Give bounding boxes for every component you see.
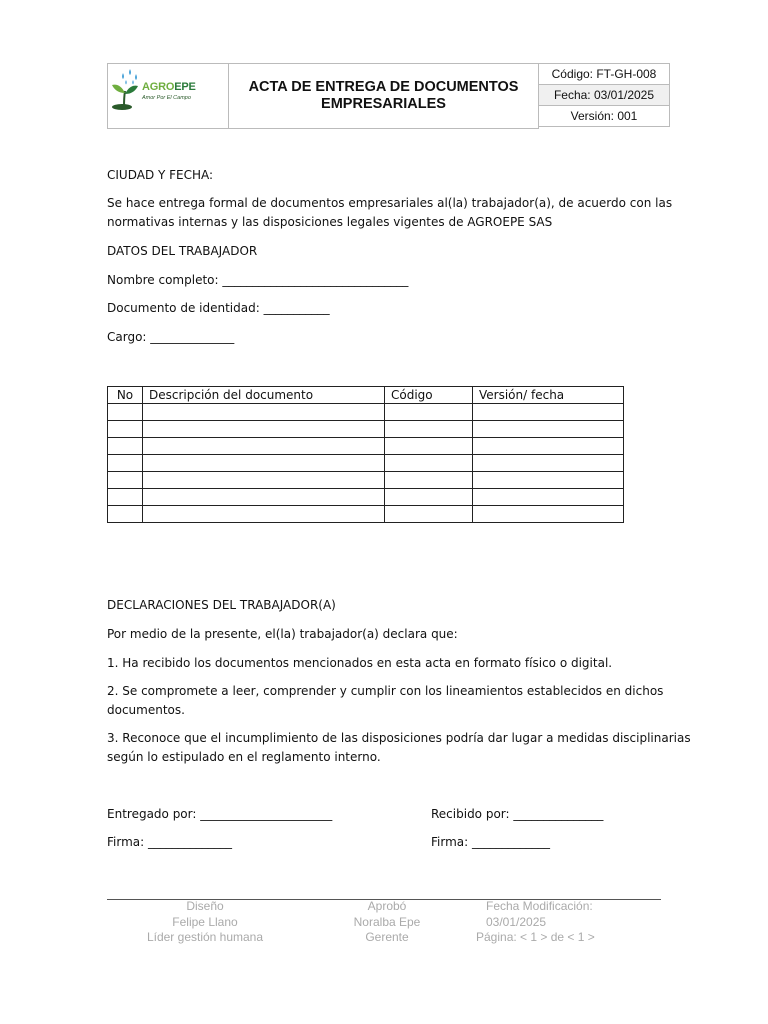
intro-line-1: Se hace entrega formal de documentos empresariales al(la) trabajador(a), de acuerdo con las bbox=[107, 196, 673, 210]
col-header-no: No bbox=[108, 387, 143, 404]
firma-entregado-field[interactable]: Firma: ______________ bbox=[107, 835, 232, 849]
logo-brand-agro: AGRO bbox=[142, 81, 175, 93]
declaraciones-intro: Por medio de la presente, el(la) trabajador(a) declara que: bbox=[107, 627, 458, 641]
cargo-field[interactable]: Cargo: ______________ bbox=[107, 330, 235, 344]
fecha-cell: Fecha: 03/01/2025 bbox=[539, 84, 670, 106]
footer-fecha-modificacion: Fecha Modificación: 03/01/2025 bbox=[486, 899, 593, 929]
footer-diseno-label: Diseño bbox=[186, 899, 224, 913]
table-cell[interactable] bbox=[473, 421, 624, 438]
nombre-completo-field[interactable]: Nombre completo: _______________________________ bbox=[107, 273, 409, 287]
table-cell[interactable] bbox=[143, 438, 385, 455]
table-cell[interactable] bbox=[143, 489, 385, 506]
table-row bbox=[108, 455, 624, 472]
document-title bbox=[228, 63, 539, 129]
title-line-2: EMPRESARIALES bbox=[321, 96, 446, 112]
table-cell[interactable] bbox=[385, 438, 473, 455]
table-cell[interactable] bbox=[473, 506, 624, 523]
ciudad-fecha-label: CIUDAD Y FECHA: bbox=[107, 168, 214, 182]
footer-diseno bbox=[135, 899, 275, 946]
entregado-por-field[interactable]: Entregado por: ______________________ bbox=[107, 807, 333, 821]
table-cell[interactable] bbox=[473, 404, 624, 421]
footer-aprobo-label: Aprobó bbox=[367, 899, 407, 913]
documento-identidad-field[interactable]: Documento de identidad: ___________ bbox=[107, 301, 330, 315]
table-cell[interactable] bbox=[143, 506, 385, 523]
recibido-por-field[interactable]: Recibido por: _______________ bbox=[431, 807, 604, 821]
table-cell[interactable] bbox=[473, 489, 624, 506]
declaracion-item-1: 1. Ha recibido los documentos mencionados en esta acta en formato físico o digital. bbox=[107, 656, 613, 670]
table-row bbox=[108, 506, 624, 523]
declaracion-item-2-line-2: documentos. bbox=[107, 703, 185, 717]
table-cell[interactable] bbox=[385, 472, 473, 489]
document-header bbox=[107, 63, 670, 130]
table-row bbox=[108, 489, 624, 506]
title-line-1: ACTA DE ENTREGA DE DOCUMENTOS bbox=[248, 79, 519, 95]
table-row bbox=[108, 421, 624, 438]
footer-aprobo-role: Gerente bbox=[365, 930, 409, 944]
col-header-descripcion: Descripción del documento bbox=[143, 387, 385, 404]
footer-diseno-role: Líder gestión humana bbox=[146, 930, 264, 944]
footer-pagina: Página: < 1 > de < 1 > bbox=[476, 930, 595, 944]
table-cell[interactable] bbox=[385, 506, 473, 523]
declaracion-item-3-line-2: según lo estipulado en el reglamento interno. bbox=[107, 750, 381, 764]
col-header-version-fecha: Versión/ fecha bbox=[473, 387, 624, 404]
document-meta bbox=[539, 63, 670, 127]
table-cell[interactable] bbox=[108, 489, 143, 506]
table-cell[interactable] bbox=[108, 421, 143, 438]
table-cell[interactable] bbox=[473, 472, 624, 489]
declaracion-item-2-line-1: 2. Se compromete a leer, comprender y cumplir con los lineamientos establecidos en dichos bbox=[107, 684, 664, 698]
footer-fecha-pagina bbox=[476, 899, 656, 946]
intro-line-2: normativas internas y las disposiciones legales vigentes de AGROEPE SAS bbox=[107, 215, 553, 229]
documents-table bbox=[107, 386, 624, 523]
footer-aprobo bbox=[337, 899, 437, 946]
footer-diseno-name: Felipe Llano bbox=[172, 914, 238, 929]
firma-recibido-field[interactable]: Firma: _____________ bbox=[431, 835, 550, 849]
table-cell[interactable] bbox=[143, 404, 385, 421]
table-cell[interactable] bbox=[473, 438, 624, 455]
table-row bbox=[108, 472, 624, 489]
table-cell[interactable] bbox=[143, 472, 385, 489]
table-cell[interactable] bbox=[385, 404, 473, 421]
table-cell[interactable] bbox=[108, 404, 143, 421]
footer-aprobo-name: Noralba Epe bbox=[353, 914, 421, 929]
table-row bbox=[108, 404, 624, 421]
table-cell[interactable] bbox=[385, 421, 473, 438]
version-cell: Versión: 001 bbox=[539, 105, 670, 127]
logo-brand bbox=[142, 81, 196, 93]
company-logo bbox=[107, 63, 228, 129]
table-cell[interactable] bbox=[385, 489, 473, 506]
datos-trabajador-heading: DATOS DEL TRABAJADOR bbox=[107, 244, 258, 258]
declaraciones-heading: DECLARACIONES DEL TRABAJADOR(A) bbox=[107, 598, 336, 612]
declaracion-item-3-line-1: 3. Reconoce que el incumplimiento de las disposiciones podría dar lugar a medidas disciplinarias bbox=[107, 731, 691, 745]
codigo-cell: Código: FT-GH-008 bbox=[539, 63, 670, 85]
table-header-row bbox=[108, 387, 624, 404]
table-cell[interactable] bbox=[108, 455, 143, 472]
table-cell[interactable] bbox=[143, 421, 385, 438]
table-cell[interactable] bbox=[108, 438, 143, 455]
table-cell[interactable] bbox=[108, 472, 143, 489]
table-cell[interactable] bbox=[385, 455, 473, 472]
table-cell[interactable] bbox=[143, 455, 385, 472]
sprout-drops-icon bbox=[110, 67, 144, 111]
table-cell[interactable] bbox=[473, 455, 624, 472]
col-header-codigo: Código bbox=[385, 387, 473, 404]
logo-brand-epe: EPE bbox=[174, 81, 196, 93]
table-row bbox=[108, 438, 624, 455]
table-cell[interactable] bbox=[108, 506, 143, 523]
logo-slogan: Amor Por El Campo bbox=[142, 95, 191, 101]
